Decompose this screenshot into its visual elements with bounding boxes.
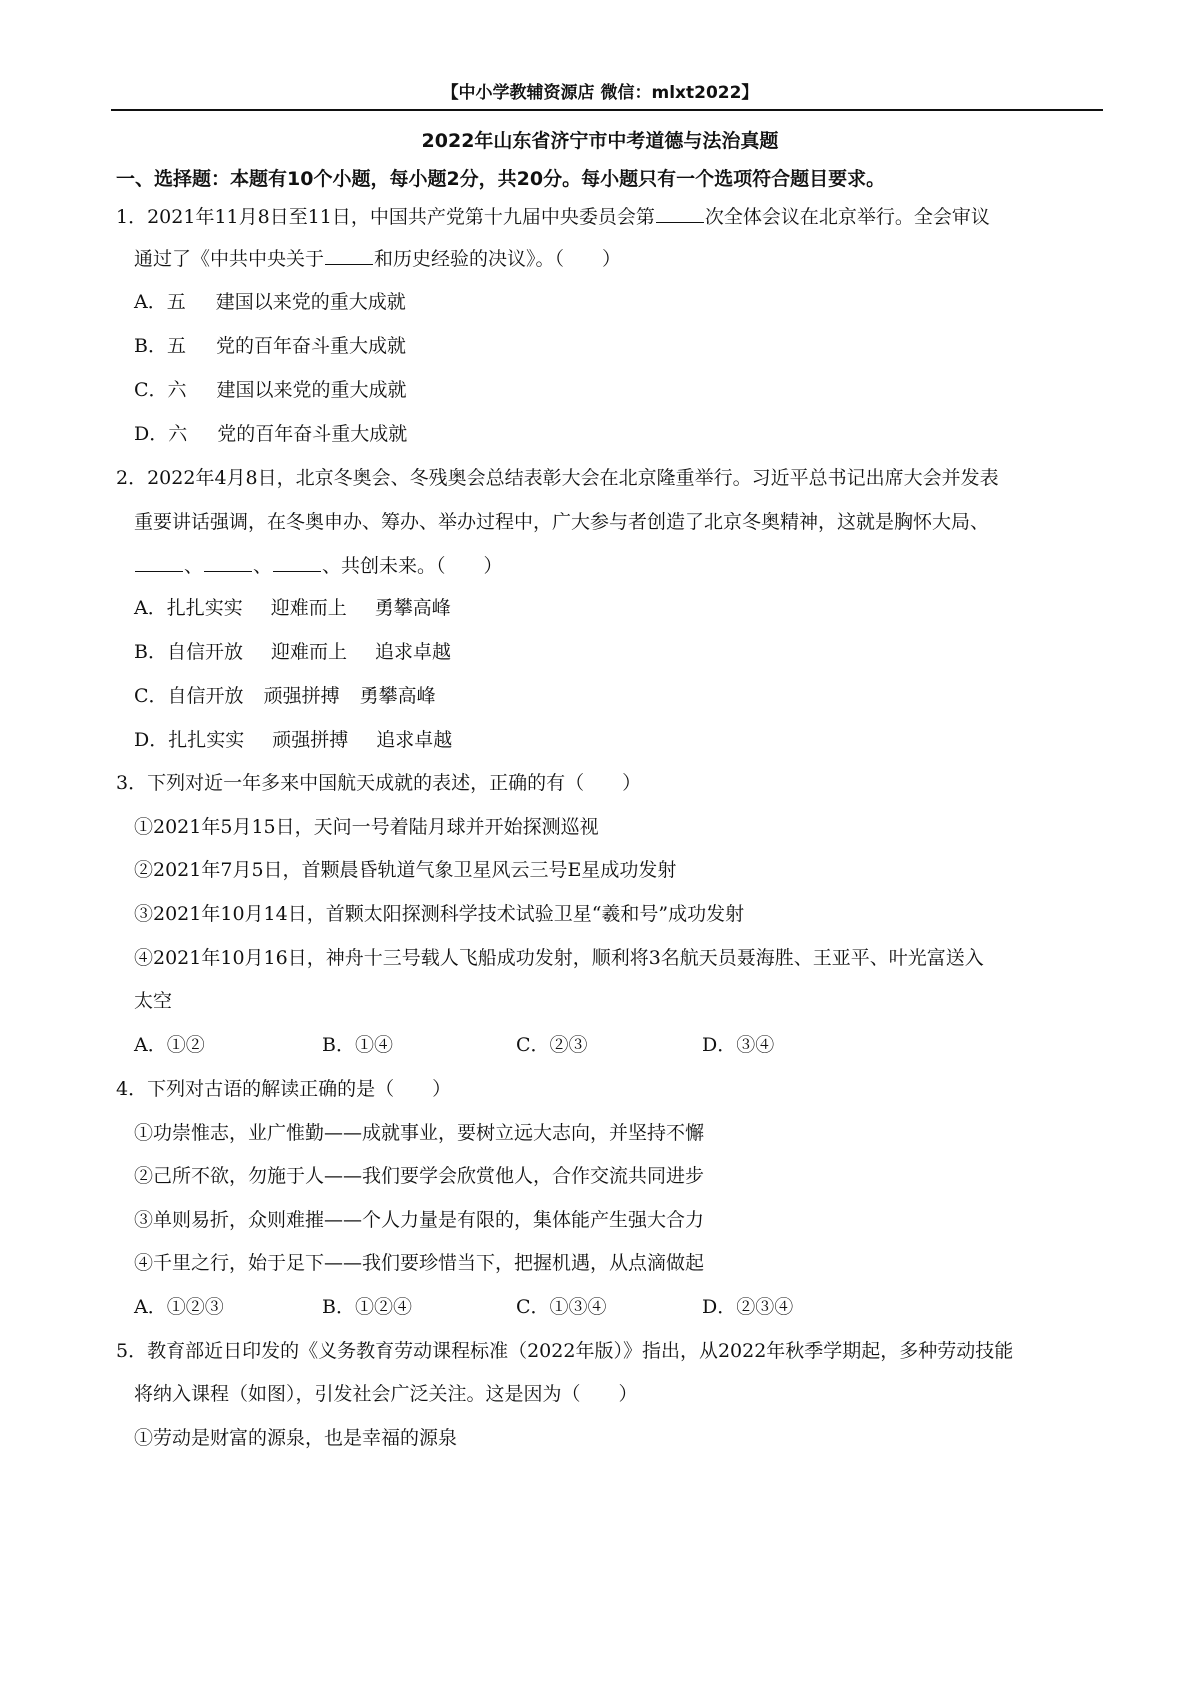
q1-option-b <box>134 334 406 358</box>
q3-option-d: D．③④ <box>702 1034 775 1056</box>
q4-stem: 4．下列对古语的解读正确的是（ ） <box>116 1078 452 1100</box>
section-heading: 一、选择题：本题有10个小题，每小题2分，共20分。每小题只有一个选项符合题目要求。 <box>116 168 886 190</box>
q3-item-2: ②2021年7月5日，首颗晨昏轨道气象卫星风云三号E星成功发射 <box>134 859 677 881</box>
q4-option-c: C．①③④ <box>516 1296 607 1318</box>
page-title: 2022年山东省济宁市中考道德与法治真题 <box>421 130 779 152</box>
q2-option-a <box>134 596 451 620</box>
option-text: 建国以来党的重大成就 <box>216 379 407 401</box>
option-part-3: 追求卓越 <box>375 641 452 663</box>
q3-option-b: B．①④ <box>322 1034 393 1056</box>
page-header: 【中小学教辅资源店 微信：mlxt2022】 <box>441 83 759 103</box>
q4-option-a: A．①②③ <box>134 1296 224 1318</box>
q1-option-a <box>134 290 406 314</box>
q3-options <box>134 1033 1034 1057</box>
q2-option-b <box>134 640 451 664</box>
option-letter: D． <box>134 729 169 751</box>
q3-option-a: A．①② <box>134 1034 205 1056</box>
q2-stem-line1: 2．2022年4月8日，北京冬奥会、冬残奥会总结表彰大会在北京隆重举行。习近平总书记出席大会并发表 <box>116 467 999 489</box>
q4-item-1: ①功崇惟志，业广惟勤——成就事业，要树立远大志向，并坚持不懈 <box>134 1122 705 1144</box>
q2-blank-1 <box>135 553 183 572</box>
q4-option-d: D．②③④ <box>702 1296 794 1318</box>
q1-stem-text-b: 次全体会议在北京举行。全会审议 <box>704 206 990 228</box>
q1-stem-text-d: 和历史经验的决议》。（ ） <box>374 248 622 270</box>
separator: 、 <box>253 555 273 577</box>
option-letter: D．六 <box>134 423 188 445</box>
header-divider <box>111 109 1103 111</box>
q2-stem-line3 <box>134 553 503 578</box>
q1-stem-text-a: 1．2021年11月8日至11日，中国共产党第十九届中央委员会第 <box>116 206 655 228</box>
option-text: 党的百年奋斗重大成就 <box>215 335 406 357</box>
option-part-3: 追求卓越 <box>376 729 453 751</box>
option-part-3: 勇攀高峰 <box>359 685 436 707</box>
q5-stem-line1: 5．教育部近日印发的《义务教育劳动课程标准（2022年版）》指出，从2022年秋季学期起，多种劳动技能 <box>116 1340 1014 1362</box>
q2-stem-end: 、共创未来。（ ） <box>322 555 503 577</box>
q3-item-1: ①2021年5月15日，天问一号着陆月球并开始探测巡视 <box>134 816 599 838</box>
option-part-2: 迎难而上 <box>270 597 347 619</box>
option-text: 党的百年奋斗重大成就 <box>217 423 408 445</box>
q4-item-4: ④千里之行，始于足下——我们要珍惜当下，把握机遇，从点滴做起 <box>134 1252 705 1274</box>
separator: 、 <box>184 555 204 577</box>
q1-stem-line1 <box>116 204 990 229</box>
option-letter: B．五 <box>134 335 186 357</box>
option-letter: A． <box>134 597 167 619</box>
option-part-2: 迎难而上 <box>270 641 347 663</box>
q4-item-3: ③单则易折，众则难摧——个人力量是有限的，集体能产生强大合力 <box>134 1209 705 1231</box>
q1-blank-1 <box>656 204 704 223</box>
q1-option-d <box>134 422 407 446</box>
option-part-1: 自信开放 <box>167 685 244 707</box>
option-text: 建国以来党的重大成就 <box>215 291 406 313</box>
option-part-1: 自信开放 <box>166 641 243 663</box>
q4-item-2: ②己所不欲，勿施于人——我们要学会欣赏他人，合作交流共同进步 <box>134 1165 705 1187</box>
q4-option-b: B．①②④ <box>322 1296 412 1318</box>
q1-stem-line2 <box>134 246 621 271</box>
q2-option-d <box>134 728 452 752</box>
q3-stem: 3．下列对近一年多来中国航天成就的表述，正确的有（ ） <box>116 772 642 794</box>
q3-item-3: ③2021年10月14日，首颗太阳探测科学技术试验卫星“羲和号”成功发射 <box>134 903 745 925</box>
q3-item-4: ④2021年10月16日，神舟十三号载人飞船成功发射，顺利将3名航天员聂海胜、王亚平、叶光富送入 <box>134 947 984 969</box>
q1-blank-2 <box>325 246 373 265</box>
option-letter: B． <box>134 641 167 663</box>
q3-item-4-cont: 太空 <box>134 990 173 1012</box>
q2-stem-line2: 重要讲话强调，在冬奥申办、筹办、举办过程中，广大参与者创造了北京冬奥精神，这就是胸怀大局、 <box>134 511 990 533</box>
q2-option-c <box>134 684 436 708</box>
q5-stem-line2: 将纳入课程（如图），引发社会广泛关注。这是因为（ ） <box>134 1383 638 1405</box>
option-part-3: 勇攀高峰 <box>374 597 451 619</box>
q5-item-1: ①劳动是财富的源泉，也是幸福的源泉 <box>134 1427 458 1449</box>
option-letter: C． <box>134 685 168 707</box>
q4-options <box>134 1295 1034 1319</box>
q1-stem-text-c: 通过了《中共中央关于 <box>134 248 325 270</box>
option-letter: A．五 <box>134 291 186 313</box>
q1-option-c <box>134 378 407 402</box>
q3-option-c: C．②③ <box>516 1034 588 1056</box>
option-part-2: 顽强拼搏 <box>272 729 349 751</box>
q2-blank-2 <box>204 553 252 572</box>
option-letter: C．六 <box>134 379 187 401</box>
option-part-1: 扎扎实实 <box>168 729 245 751</box>
option-part-1: 扎扎实实 <box>166 597 243 619</box>
option-part-2: 顽强拼搏 <box>263 685 340 707</box>
q2-blank-3 <box>273 553 321 572</box>
